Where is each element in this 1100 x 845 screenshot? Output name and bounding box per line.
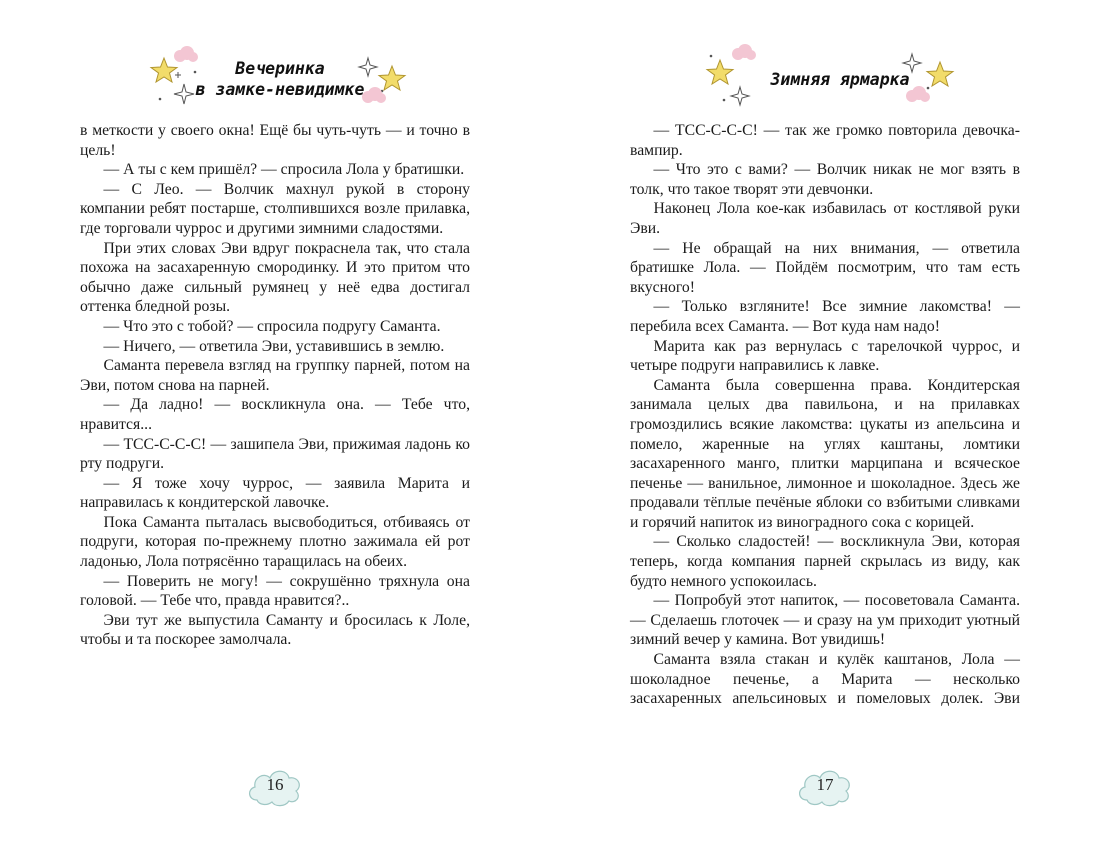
paragraph: — С Лео. — Волчик махнул рукой в сторону компании ребят постарше, столпившихся возле прилавка, где торговали чуррос и другими зимними сладостями. [80, 180, 470, 237]
paragraph: При этих словах Эви вдруг покраснела так, что стала похожа на засахаренную смородинку. И это притом что обычно даже сильный румянец у неё едва достигал оттенка бледной розы. [80, 239, 470, 316]
page-number-label: 16 [266, 775, 284, 794]
paragraph: — Что это с тобой? — спросила подругу Саманта. [103, 317, 441, 335]
paragraph: Саманта была совершенна права. Кондитерская занимала целых два павильона, и на прилавках громоздились всякие лакомства: цукаты из апельсина и помело, жаренные на углях каштаны, ломтики засахаренного манго, плитки марципана и всяческое печенье — ванильное, лимонное и шоколадное. Здесь же продавали тёплые печёные яблоки со взбитыми сливками и горячий напиток из виноградного сока с корицей. [630, 376, 1020, 531]
right-body-text [630, 121, 1020, 709]
right-page-number [795, 762, 855, 812]
left-header-title [140, 58, 420, 100]
right-running-header [700, 44, 980, 114]
paragraph: Саманта взяла стакан и кулёк каштанов, Лола — шоколадное печенье, а Марита — несколько засахаренных апельсиновых и помеловых долек. Эви [630, 651, 1020, 708]
paragraph: — Сколько сладостей! — воскликнула Эви, которая теперь, когда компания парней скрылась из виду, как будто немного успокоилась. [630, 533, 1020, 590]
left-header-title-line1: Вечеринка [235, 59, 325, 78]
paragraph: Марита как раз вернулась с тарелочкой чуррос, и четыре подруги направились к лавке. [630, 337, 1020, 375]
page-number-label: 17 [816, 775, 834, 794]
paragraph: — ТСС-С-С-С! — зашипела Эви, прижимая ладонь ко рту подруги. [80, 435, 470, 473]
paragraph: — Да ладно! — воскликнула она. — Тебе что, нравится... [80, 396, 470, 433]
paragraph: Саманта перевела взгляд на группку парней, потом на Эви, потом снова на парней. [80, 357, 470, 394]
paragraph: — А ты с кем пришёл? — спросила Лола у братишки. [103, 161, 465, 179]
paragraph: — Попробуй этот напиток, — посоветовала Саманта. — Сделаешь глоточек — и сразу на ум приходит уютный зимний вечер у камина. Вот увидишь! [630, 592, 1020, 649]
right-header-title: Зимняя ярмарка [770, 70, 910, 89]
paragraph: — ТСС-С-С-С! — так же громко повторила девочка-вампир. [630, 122, 1020, 159]
right-page [550, 0, 1100, 845]
left-header-title-line2: в замке-невидимке [195, 80, 365, 99]
left-body-text [80, 121, 470, 650]
left-running-header [140, 44, 420, 114]
paragraph: — Ничего, — ответила Эви, уставившись в землю. [103, 337, 445, 355]
paragraph: — Что это с вами? — Волчик никак не мог взять в толк, что такое творят эти девчонки. [630, 161, 1020, 198]
paragraph: — Поверить не могу! — сокрушённо тряхнула она головой. — Тебе что, правда нравится?.. [80, 572, 470, 610]
paragraph: Наконец Лола кое-как избавилась от костлявой руки Эви. [630, 200, 1020, 237]
paragraph: Пока Саманта пыталась высвободиться, отбиваясь от подруги, которая по-прежнему плотно зажимала ей рот ладонью, Лола потрясённо таращилась на обеих. [80, 513, 470, 571]
paragraph: в меткости у своего окна! Ещё бы чуть-чуть — и точно в цель! [80, 122, 470, 159]
paragraph: — Я тоже хочу чуррос, — заявила Марита и направилась к кондитерской лавочке. [80, 474, 470, 512]
left-page-number [245, 762, 305, 812]
paragraph: Эви тут же выпустила Саманту и бросилась к Лоле, чтобы и та поскорее замолчала. [80, 611, 470, 649]
paragraph: — Только взгляните! Все зимние лакомства! — перебила всех Саманта. — Вот куда нам надо! [630, 298, 1020, 335]
paragraph: — Не обращай на них внимания, — ответила братишке Лола. — Пойдём посмотрим, что там есть вкусного! [630, 239, 1020, 296]
